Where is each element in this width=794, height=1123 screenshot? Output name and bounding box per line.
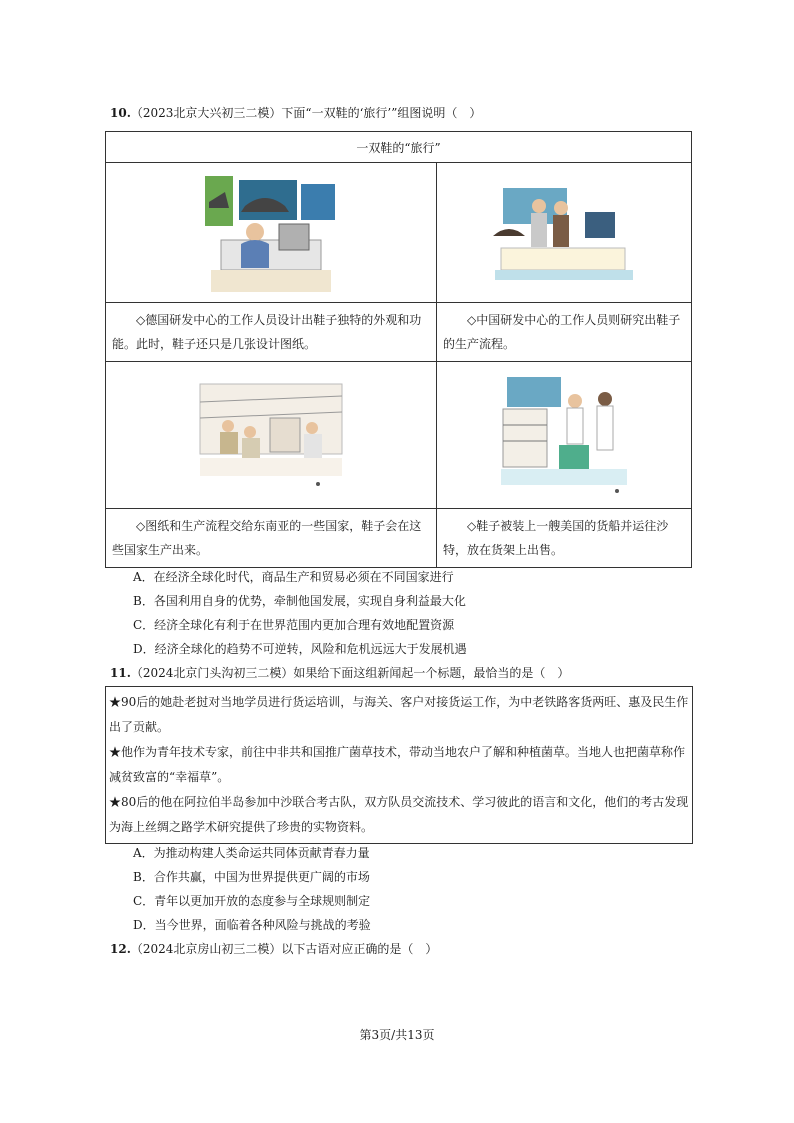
q10-option-c[interactable]: C．经济全球化有利于在世界范围内更加合理有效地配置资源 (133, 618, 455, 632)
image-german-design (106, 163, 437, 303)
image-southeast-asia-factory (106, 362, 437, 509)
question-number: 11. (110, 666, 131, 680)
page-footer: 第3页/共13页 (359, 1028, 435, 1042)
news-box (105, 686, 693, 844)
caption-china-research: ◇中国研发中心的工作人员则研究出鞋子的生产流程。 (437, 303, 692, 362)
q11-option-d[interactable]: D．当今世界，面临着各种风险与挑战的考验 (133, 918, 371, 932)
image-saudi-store (437, 362, 692, 509)
question-text: （2024北京房山初三二模）以下古语对应正确的是（ ） (130, 942, 438, 956)
caption-german-design: ◇德国研发中心的工作人员设计出鞋子独特的外观和功能。此时，鞋子还只是几张设计图纸。 (106, 303, 437, 362)
image-china-research (437, 163, 692, 303)
question-12-stem (110, 940, 437, 958)
question-text: （2023北京大兴初三二模）下面“一双鞋的‘旅行’”组图说明（ ） (130, 106, 482, 120)
question-number: 10. (110, 106, 131, 120)
q10-option-d[interactable]: D．经济全球化的趋势不可逆转，风险和危机远远大于发展机遇 (133, 642, 467, 656)
q11-option-a[interactable]: A．为推动构建人类命运共同体贡献青春力量 (133, 846, 370, 860)
question-11-stem (110, 664, 569, 682)
question-text: （2024北京门头沟初三二模）如果给下面这组新闻起一个标题，最恰当的是（ ） (130, 666, 570, 680)
question-10-stem (110, 104, 481, 122)
q10-option-a[interactable]: A．在经济全球化时代，商品生产和贸易必须在不同国家进行 (133, 570, 454, 584)
news-item: ★80后的他在阿拉伯半岛参加中沙联合考古队，双方队员交流技术、学习彼此的语言和文化，他们的考古发现为海上丝绸之路学术研究提供了珍贵的实物资料。 (109, 795, 689, 834)
question-number: 12. (110, 942, 131, 956)
caption-southeast-asia-factory: ◇图纸和生产流程交给东南亚的一些国家，鞋子会在这些国家生产出来。 (106, 509, 437, 568)
shoe-journey-table (105, 131, 692, 568)
news-item: ★他作为青年技术专家，前往中非共和国推广菌草技术，带动当地农户了解和种植菌草。当地人也把菌草称作减贫致富的“幸福草”。 (109, 745, 686, 784)
news-item: ★90后的她赴老挝对当地学员进行货运培训，与海关、客户对接货运工作，为中老铁路客货两旺、惠及民生作出了贡献。 (109, 695, 689, 734)
q11-option-c[interactable]: C．青年以更加开放的态度参与全球规则制定 (133, 894, 371, 908)
caption-saudi-store: ◇鞋子被装上一艘美国的货船并运往沙特，放在货架上出售。 (437, 509, 692, 568)
q10-option-b[interactable]: B．各国利用自身的优势，牵制他国发展，实现自身利益最大化 (133, 594, 466, 608)
table-title: 一双鞋的“旅行” (106, 132, 692, 163)
q11-option-b[interactable]: B．合作共赢，中国为世界提供更广阔的市场 (133, 870, 370, 884)
